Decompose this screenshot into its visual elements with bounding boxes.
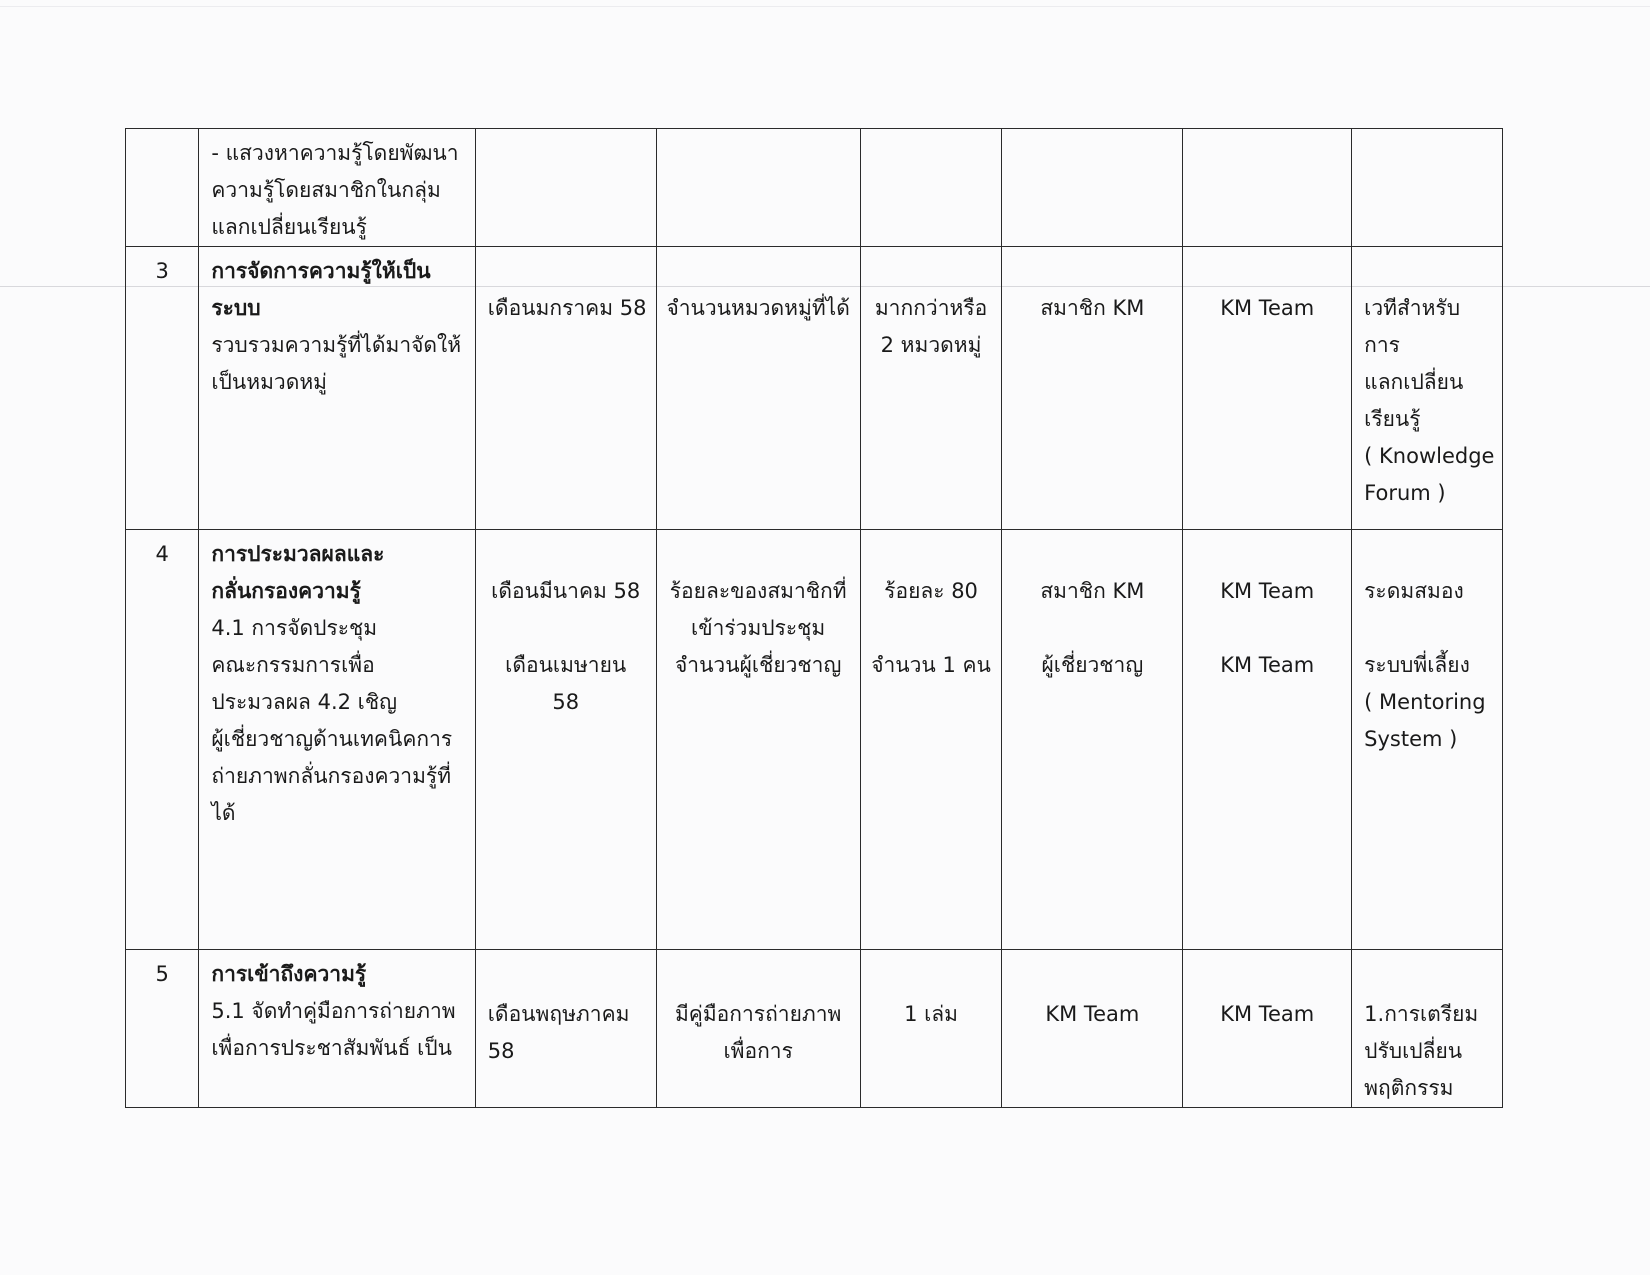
activity-line: เป็นหมวดหมู่: [211, 370, 328, 394]
tool-text: ระดมสมอง: [1364, 579, 1464, 603]
tool-text: แลกเปลี่ยน: [1364, 370, 1464, 394]
tool-cell: [1352, 530, 1503, 950]
team-text: KM Team: [1220, 296, 1315, 320]
target-cell: [860, 129, 1002, 247]
indicator-cell: [656, 530, 860, 950]
period-text: 58: [552, 690, 580, 714]
target-cell: [860, 530, 1002, 950]
period-cell: [475, 247, 656, 530]
activity-heading: กลั่นกรองความรู้: [211, 579, 361, 603]
tool-text: เรียนรู้: [1364, 407, 1421, 431]
row-number-cell: 5: [126, 950, 199, 1108]
indicator-cell: [656, 950, 860, 1108]
activity-heading: การประมวลผลและ: [211, 542, 385, 566]
period-cell: [475, 530, 656, 950]
period-cell: [475, 950, 656, 1108]
responsible-text: สมาชิก KM: [1040, 296, 1145, 320]
team-cell: [1183, 530, 1352, 950]
target-text: ร้อยละ 80: [884, 579, 978, 603]
target-text: มากกว่าหรือ: [874, 296, 988, 320]
period-text: เดือนมกราคม 58: [487, 296, 647, 320]
activity-cell: [199, 247, 475, 530]
activity-line: รวบรวมความรู้ที่ได้มาจัดให้: [211, 333, 462, 357]
activity-line: เพื่อการประชาสัมพันธ์ เป็น: [211, 1036, 452, 1060]
target-cell: [860, 247, 1002, 530]
tool-cell: [1352, 129, 1503, 247]
period-text: 58: [487, 1039, 515, 1063]
table-row: [126, 950, 1503, 1108]
indicator-text: จำนวนผู้เชี่ยวชาญ: [674, 653, 842, 677]
indicator-cell: [656, 129, 860, 247]
tool-text: 1.การเตรียม: [1364, 1002, 1479, 1026]
period-text: เดือนเมษายน: [505, 653, 627, 677]
indicator-text: จำนวนหมวดหมู่ที่ได้: [666, 296, 850, 320]
responsible-text: [1008, 610, 1176, 647]
indicator-text: ร้อยละของสมาชิกที่: [669, 579, 847, 603]
row-number-cell: [126, 129, 199, 247]
indicator-text: เข้าร่วมประชุม: [691, 616, 826, 640]
responsible-text: KM Team: [1045, 1002, 1140, 1026]
km-plan-table: [125, 128, 1503, 1108]
activity-cell: [199, 129, 475, 247]
indicator-text: มีคู่มือการถ่ายภาพ: [674, 1002, 842, 1026]
team-cell: [1183, 247, 1352, 530]
activity-cell: [199, 530, 475, 950]
table-row: [126, 247, 1503, 530]
team-text: KM Team: [1220, 579, 1315, 603]
indicator-text: เพื่อการ: [723, 1039, 793, 1063]
tool-text: การ: [1364, 333, 1400, 357]
tool-text: ระบบพี่เลี้ยง: [1364, 653, 1470, 677]
page-top-edge: [0, 6, 1650, 7]
team-text: KM Team: [1220, 653, 1315, 677]
tool-text: ( Knowledge: [1364, 444, 1495, 468]
tool-text: ( Mentoring: [1364, 690, 1486, 714]
responsible-cell: [1002, 129, 1183, 247]
activity-cell: [199, 950, 475, 1108]
team-text: KM Team: [1220, 1002, 1315, 1026]
tool-text: ปรับเปลี่ยน: [1364, 1039, 1463, 1063]
period-text: [482, 610, 650, 647]
tool-text: Forum ): [1364, 481, 1446, 505]
team-cell: [1183, 950, 1352, 1108]
target-text: จำนวน 1 คน: [871, 653, 991, 677]
target-text: 2 หมวดหมู่: [880, 333, 982, 357]
responsible-cell: [1002, 530, 1183, 950]
responsible-cell: [1002, 950, 1183, 1108]
period-text: เดือนมีนาคม 58: [491, 579, 641, 603]
activity-line: ได้: [211, 801, 236, 825]
activity-heading: ระบบ: [211, 296, 261, 320]
tool-text: [1364, 610, 1496, 647]
responsible-text: ผู้เชี่ยวชาญ: [1041, 653, 1144, 677]
row-number-cell: 4: [126, 530, 199, 950]
tool-cell: [1352, 247, 1503, 530]
activity-line: ถ่ายภาพกลั่นกรองความรู้ที่: [211, 764, 452, 788]
table-row: [126, 129, 1503, 247]
activity-line: ผู้เชี่ยวชาญด้านเทคนิคการ: [211, 727, 453, 751]
row-number-cell: 3: [126, 247, 199, 530]
activity-heading: การเข้าถึงความรู้: [211, 962, 367, 986]
tool-cell: [1352, 950, 1503, 1108]
responsible-cell: [1002, 247, 1183, 530]
activity-line: 5.1 จัดทำคู่มือการถ่ายภาพ: [211, 999, 456, 1023]
table-row: [126, 530, 1503, 950]
activity-line: - แสวงหาความรู้โดยพัฒนา: [211, 141, 459, 165]
activity-line: คณะกรรมการเพื่อ: [211, 653, 375, 677]
activity-line: ความรู้โดยสมาชิกในกลุ่ม: [211, 178, 441, 202]
period-text: เดือนพฤษภาคม: [487, 1002, 630, 1026]
activity-heading: การจัดการความรู้ให้เป็น: [211, 259, 431, 283]
tool-text: เวทีสำหรับ: [1364, 296, 1461, 320]
indicator-cell: [656, 247, 860, 530]
activity-line: แลกเปลี่ยนเรียนรู้: [211, 215, 367, 239]
activity-line: 4.1 การจัดประชุม: [211, 616, 378, 640]
period-cell: [475, 129, 656, 247]
team-text: [1189, 610, 1345, 647]
target-text: [867, 610, 996, 647]
target-cell: [860, 950, 1002, 1108]
tool-text: System ): [1364, 727, 1458, 751]
activity-line: ประมวลผล 4.2 เชิญ: [211, 690, 397, 714]
team-cell: [1183, 129, 1352, 247]
responsible-text: สมาชิก KM: [1040, 579, 1145, 603]
tool-text: พฤติกรรม: [1364, 1076, 1454, 1100]
target-text: 1 เล่ม: [904, 1002, 959, 1026]
